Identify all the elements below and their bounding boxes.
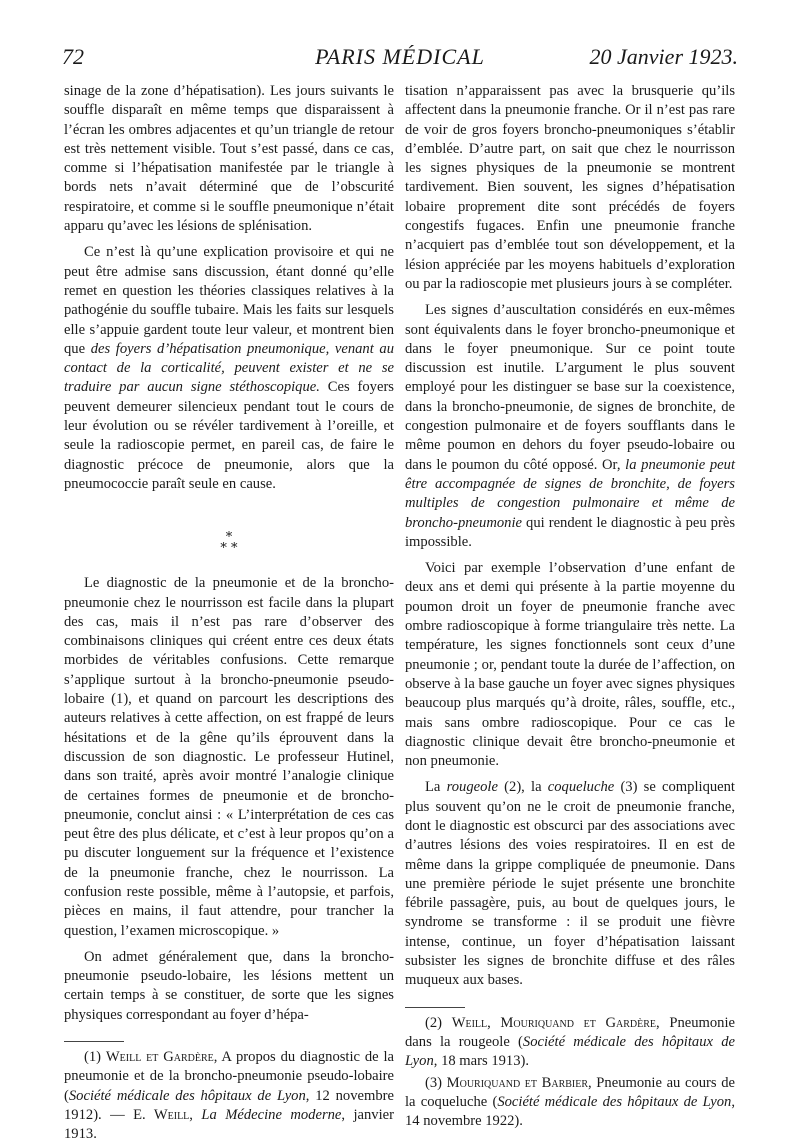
paragraph: [64, 243, 394, 494]
italic-text: coqueluche: [547, 779, 615, 796]
footnote-authors: Weill, Mouriquand et Gardère: [451, 1014, 657, 1031]
footnote-authors: E. Weill: [133, 1106, 190, 1123]
section-separator: [64, 530, 394, 557]
paragraph: On admet généralement que, dans la broncho-pneumonie pseudo-lobaire, les lésions mettent un certain temps à se constituer, de sorte que les signes physiques correspondant au foyer d’hépa-: [64, 948, 394, 1023]
footnote-3: [405, 1074, 735, 1132]
page-header: [62, 44, 738, 78]
paragraph: Voici par exemple l’observation d’une enfant de deux ans et demi qui présente à la partie moyenne du poumon droit un foyer de pneumonie franche avec ombre radioscopique à forme triangulaire très nette. La température, les signes fonctionnels sont ceux d’une pneumonie ; or, pendant toute la durée de l’affection, on observe à la base gauche un foyer avec signes physiques beaucoup plus marqués qu’à droite, râles, souffle, etc., mais sans ombre radioscopique. Pour ce cas le diagnostic clinique devait être broncho-pneumonie et non pneumonie.: [405, 560, 735, 770]
footnote-marker: (3): [425, 1074, 447, 1091]
asterisk-top: *: [225, 530, 233, 546]
footnote-2: [405, 1014, 735, 1072]
footnote-marker: (1): [84, 1049, 106, 1066]
paragraph: tisation n’apparaissent pas avec la brusquerie qu’ils affectent dans la pneumonie franche. Or il n’est pas rare de voir de gros foyers broncho-pneumoniques s’établir d’emblée. D’autre part, on sait que chez le nourrisson les signes physiques de la pneumonie se montrent tardivement. Bien souvent, les signes d’hépatisation lobaire proprement dite sont précédés de foyers congestifs fugaces. Enfin une pneumonie franche n’acquiert pas d’emblée tout son développement, et la lésion appréciée par les moyens habituels d’exploration ou par la radioscopie met plusieurs jours à se compléter.: [405, 83, 735, 292]
paragraph: sinage de la zone d’hépatisation). Les jours suivants le souffle disparaît en même temps que disparaissent à l’écran les ombres adjacentes et qu’un triangle de retour est très nettement visible. Tout s’est passé, dans ce cas, comme si l’hépatisation manifestée par le triangle à bords nets n’avait déterminé que de l’obscurité respiratoire, et comme si le souffle pneumonique n’était apparu qu’avec les lésions de splénisation.: [64, 83, 394, 235]
text-run: , 12 novembre 1912). —: [64, 1087, 394, 1123]
asterisk-bottom: * *: [220, 541, 238, 557]
footnote-authors: Weill et Gardère: [105, 1049, 214, 1066]
footnote-marker: (2): [425, 1014, 452, 1031]
journal-title: PARIS MÉDICAL: [315, 44, 485, 69]
footnote-source: Société médicale des hôpitaux de Lyon: [68, 1087, 306, 1104]
footnote-source: Société médicale des hôpitaux de Lyon: [497, 1093, 732, 1110]
footnote-source: Société médicale des hôpitaux de Lyon: [405, 1033, 735, 1070]
footnote-source: La Médecine moderne: [201, 1106, 342, 1123]
text-run: La: [425, 779, 447, 796]
text-run: Les signes d’auscultation considérés en eux-mêmes sont équivalents dans le foyer broncho-pneumonique et dans le foyer pneumonique. Sur ce point toute discussion est inutile. L’argument le plus souvent employé pour les distinguer se base sur la coexistence, dans la broncho-pneumonie, de signes de bronchite, de congestion pulmonaire et de foyers soufflants dans le même poumon en dehors du foyer pseudo-lobaire ou dans le poumon du côté opposé. Or,: [405, 302, 735, 473]
text-run: qui rendent le diagnostic à peu près impossible.: [405, 514, 735, 550]
paragraph: [405, 778, 735, 990]
text-run: , 18 mars 1913).: [433, 1053, 530, 1070]
text-run: , Pneumonie dans la rougeole (: [405, 1014, 736, 1050]
italic-text: la pneumonie peut être accompagnée de signes de bronchite, de foyers multiples de congestion pulmonaire et même de broncho-pneumonie: [405, 456, 736, 531]
italic-text: des foyers d’hépatisation pneumonique, venant au contact de la corticalité, peuvent exister et ne se traduire par aucun signe stéthoscopique.: [64, 340, 394, 396]
footnote-1: [64, 1048, 394, 1144]
text-run: , janvier 1913.: [64, 1106, 394, 1143]
right-column: [405, 82, 735, 1131]
text-run: ,: [189, 1106, 202, 1123]
paragraph: Le diagnostic de la pneumonie et de la broncho-pneumonie chez le nourrisson est facile dans la plupart des cas, mais il n’est pas rare d’observer des combinaisons cliniques qui créent entre ces deux états morbides de véritables confusions. Cette remarque s’applique surtout à la broncho-pneumonie pseudo-lobaire (1), et quand on parcourt les descriptions des auteurs relatives à cette affection, on est frappé de leurs hésitations et de la gêne qu’ils éprouvent dans la discussion de son diagnostic. Le professeur Hutinel, dans son traité, après avoir montré l’analogie clinique de certaines formes de pneumonie et de broncho-pneumonie, conclut ainsi : « L’interprétation de ces cas peut être des plus délicate, et c’est à leur propos qu’on a pu discuter longuement sur la fréquence et l’existence de la pneumonie franche, chez le nourrisson. La confusion reste possible, même à l’autopsie, et parfois, pièces en mains, il faut attendre, pour trancher la question, l’examen microscopique. »: [64, 575, 394, 939]
left-column: [64, 82, 394, 1145]
footnote-rule: [64, 1041, 124, 1042]
text-run: Ces foyers peuvent demeurer silencieux pendant tout le cours de leur évolution ou se révéler tardivement à l’oreille, et seule la radioscopie permet, en pareil cas, de faire le diagnostic précoce de pneumonie, alors que la pneumococcie paraît seule en cause.: [64, 379, 394, 492]
issue-date: 20 Janvier 1923.: [589, 44, 738, 69]
italic-text: rougeole: [446, 779, 498, 796]
text-run: , Pneumonie au cours de la coqueluche (: [405, 1074, 735, 1110]
text-run: (2), la: [497, 779, 548, 796]
footnote-rule: [405, 1007, 465, 1008]
text-run: Ce n’est là qu’une explication provisoire et qui ne peut être admise sans discussion, étant donné qu’elle remet en question les théories classiques relatives à la pathogénie du souffle tubaire. Mais les faits sur lesquels elle s’appuie gardent toute leur valeur, et montrent bien que: [64, 244, 394, 357]
paragraph: [405, 301, 735, 552]
text-run: , 14 novembre 1922).: [405, 1093, 735, 1130]
page-number: 72: [62, 44, 84, 69]
text-run: , A propos du diagnostic de la pneumonie et de la broncho-pneumonie pseudo-lobaire (: [64, 1049, 394, 1104]
footnote-authors: Mouriquand et Barbier: [446, 1074, 589, 1091]
text-run: (3) se compliquent plus souvent qu’on ne le croit de pneumonie franche, dont le diagnostic est obscurci par des associations avec d’autres lésions des voies respiratoires. Il en est de même dans la grippe compliquée de pneumonie. Dans une première période le sujet présente une bronchite fébrile passagère, puis, au bout de quelques jours, le syndrome se transforme : il se produit une fièvre intense, continue, un foyer d’hépatisation laissant subsister les signes de bronchite diffuse et des râles muqueux aux bases.: [405, 779, 735, 989]
